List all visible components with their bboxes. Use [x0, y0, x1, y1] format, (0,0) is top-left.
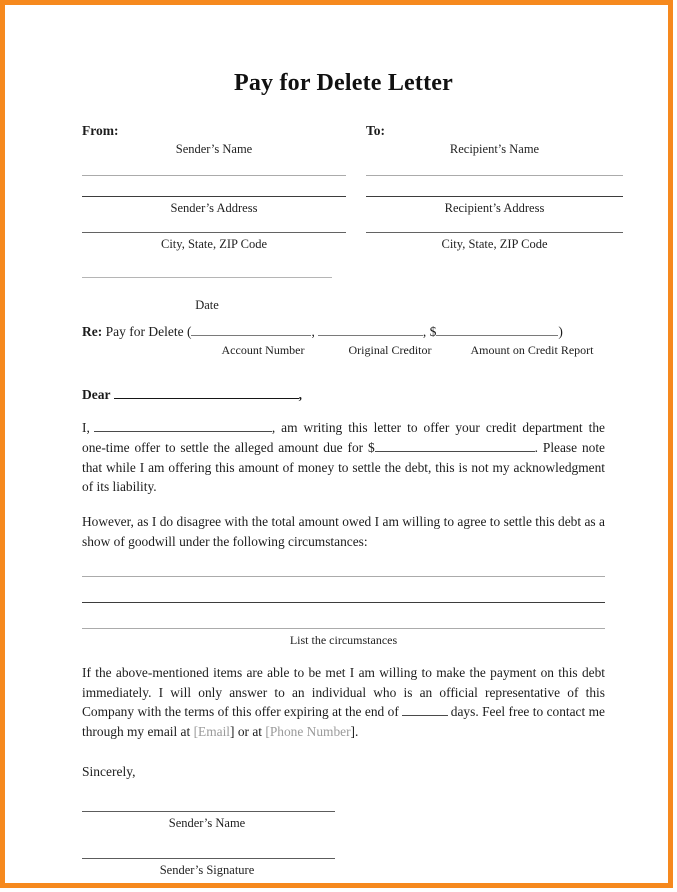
recipient-address-caption: Recipient’s Address	[444, 201, 545, 215]
phone-placeholder: [Phone Number	[265, 724, 351, 740]
signature-caption: Sender’s Signature	[159, 862, 255, 877]
recipient-city-caption: City, State, ZIP Code	[441, 237, 548, 251]
signature-name-line	[82, 811, 335, 812]
recipient-name-caption: Recipient’s Name	[449, 142, 540, 156]
re-separator-1: ,	[311, 324, 315, 339]
recipient-address-line	[366, 196, 623, 197]
from-block	[82, 123, 346, 313]
sender-city-caption: City, State, ZIP Code	[160, 237, 267, 251]
signature-line	[82, 858, 335, 859]
date-caption: Date	[195, 298, 219, 312]
original-creditor-blank	[318, 335, 423, 336]
circumstances-lines	[82, 576, 605, 629]
recipient-name-line	[366, 175, 623, 176]
circumstances-caption: List the circumstances	[289, 632, 398, 647]
amount-due-blank	[375, 451, 535, 452]
to-block	[366, 123, 623, 313]
re-section	[82, 324, 605, 366]
from-label: From:	[82, 123, 119, 138]
sender-city-line	[82, 232, 346, 233]
original-creditor-caption: Original Creditor	[348, 343, 432, 357]
phone-close-bracket: ].	[350, 724, 359, 740]
sender-name-caption: Sender’s Name	[175, 142, 253, 156]
salutation-comma: ,	[298, 387, 302, 402]
address-section	[82, 123, 623, 313]
paragraph-disagree: However, as I do disagree with the total amount owed I am willing to agree to settle this debt as a show of goodwill under the following circumstances:	[82, 514, 605, 549]
p3-or-text: or at	[234, 724, 266, 740]
re-lead-text: Pay for Delete (	[102, 324, 192, 339]
account-number-caption: Account Number	[221, 343, 305, 357]
paragraph-offer	[82, 418, 605, 497]
salutation-name-blank	[114, 398, 299, 399]
writer-name-blank	[94, 431, 272, 432]
email-placeholder: [Email	[193, 724, 231, 740]
re-close-paren: )	[558, 324, 563, 339]
paragraph-payment	[82, 663, 605, 742]
to-label: To:	[366, 123, 386, 138]
page-title: Pay for Delete Letter	[234, 70, 453, 96]
re-line	[82, 324, 605, 340]
p3-days-text: days. Feel free to contact me through my email at	[82, 704, 605, 740]
circumstances-line-2	[82, 602, 605, 603]
email-close-bracket: ]	[230, 724, 235, 740]
circumstances-line-3	[82, 628, 605, 629]
re-label: Re:	[82, 324, 103, 339]
days-blank	[402, 715, 448, 716]
p3-start-text: If the above-mentioned items are able to be met I am willing to make the payment on this debt immediately. I will only answer to an individual who is an official representative of this Company with the terms of this offer expiring at the end of	[82, 664, 605, 720]
signature-name-caption: Sender’s Name	[168, 815, 246, 830]
sender-address-line	[82, 196, 346, 197]
closing-word: Sincerely,	[82, 763, 136, 779]
account-number-blank	[191, 335, 311, 336]
dear-word: Dear	[82, 387, 114, 402]
circumstances-line-1	[82, 576, 605, 577]
p1-start-text: I,	[82, 420, 90, 435]
letter-page	[82, 5, 605, 878]
amount-caption: Amount on Credit Report	[470, 343, 594, 357]
p1-end-text: . Please note that while I am offering this amount of money to settle the debt, this is not my acknowledgment of its liability.	[82, 439, 605, 495]
amount-blank	[436, 335, 558, 336]
re-separator-2: , $	[422, 324, 437, 339]
sender-name-line	[82, 175, 346, 176]
p1-mid-text: , am writing this letter to offer your credit department the one-time offer to settle the alleged amount due for $	[82, 420, 605, 455]
date-line	[82, 277, 332, 278]
salutation	[82, 387, 605, 403]
recipient-city-line	[366, 232, 623, 233]
sender-address-caption: Sender’s Address	[170, 201, 258, 215]
